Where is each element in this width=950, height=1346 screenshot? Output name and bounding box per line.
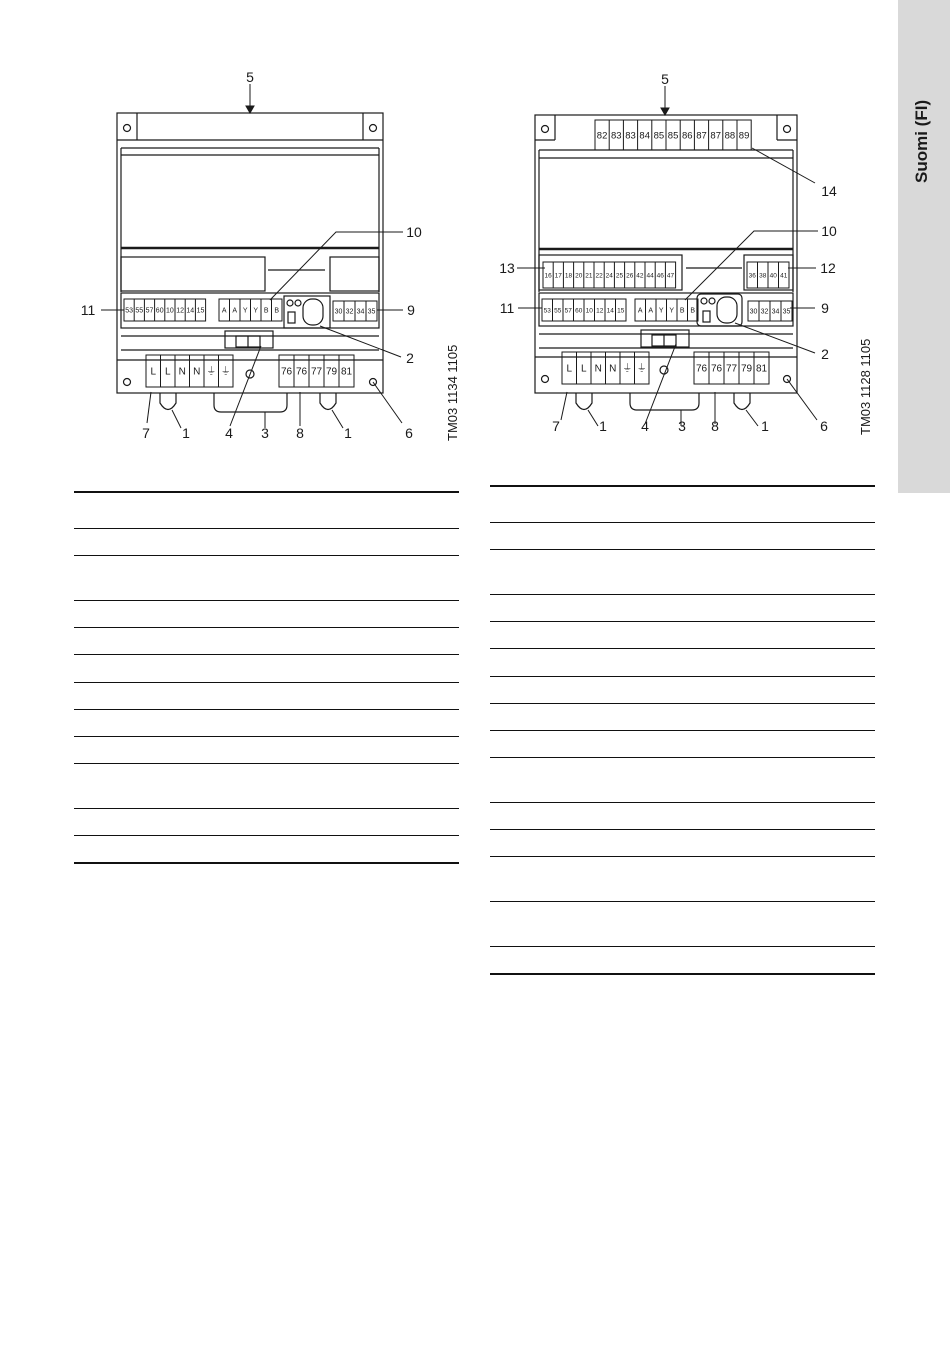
terminal-label: L	[164, 366, 171, 378]
callout: 3	[261, 425, 269, 441]
table-rule	[490, 730, 875, 731]
language-tab-label: Suomi (FI)	[912, 99, 931, 183]
callout: 2	[406, 350, 414, 366]
terminal-label: B	[274, 307, 280, 315]
terminal-label: ⏚	[622, 363, 633, 375]
terminal-label: 83	[611, 130, 622, 142]
callout: 8	[711, 418, 719, 434]
table-rule	[490, 946, 875, 947]
callout: 1	[761, 418, 769, 434]
terminal-label: 55	[554, 307, 562, 315]
table-rule	[74, 627, 459, 628]
terminal-label: A	[648, 307, 654, 315]
terminal-label: 55	[135, 307, 144, 315]
terminal-label: 35	[782, 308, 791, 316]
terminal-label: Y	[253, 307, 259, 315]
legend-table-right	[490, 485, 875, 977]
terminal-label: 21	[585, 272, 593, 280]
terminal-label: 16	[544, 272, 552, 280]
callout: 10	[406, 224, 422, 240]
terminal-label: 46	[656, 272, 664, 280]
table-rule	[490, 549, 875, 550]
callout: 1	[344, 425, 352, 441]
terminal-label: 17	[554, 272, 562, 280]
terminal-label: 87	[710, 130, 721, 142]
terminal-label: 84	[639, 130, 650, 142]
terminal-label: 79	[325, 366, 338, 378]
terminal-label: 76	[710, 363, 723, 375]
terminal-label: B	[263, 307, 269, 315]
terminal-label: L	[566, 363, 573, 375]
callout: 1	[599, 418, 607, 434]
figure-code: TM03 1128 1105	[858, 338, 873, 435]
terminal-label: L	[150, 366, 157, 378]
terminal-label: 32	[760, 308, 769, 316]
callout: 13	[499, 260, 515, 276]
terminal-label: N	[594, 363, 602, 375]
table-rule	[74, 736, 459, 737]
terminal-label: 60	[575, 307, 583, 315]
terminal-label: N	[178, 366, 186, 378]
terminal-label: 34	[356, 308, 365, 316]
legend-table-left	[74, 491, 459, 866]
table-rule	[74, 654, 459, 655]
terminal-label: A	[637, 307, 643, 315]
terminal-label: 15	[617, 307, 625, 315]
table-rule	[490, 856, 875, 857]
terminal-label: A	[221, 307, 227, 315]
terminal-label: 57	[564, 307, 572, 315]
terminal-label: 76	[280, 366, 293, 378]
terminal-label: L	[580, 363, 587, 375]
table-rule	[74, 808, 459, 809]
callout: 5	[661, 71, 669, 87]
table-rule	[490, 648, 875, 649]
terminal-label: 14	[186, 307, 195, 315]
callout: 2	[821, 346, 829, 362]
terminal-label: 14	[606, 307, 614, 315]
callout: 3	[678, 418, 686, 434]
callout: 14	[821, 183, 837, 199]
terminal-label: N	[193, 366, 201, 378]
terminal-label: 89	[738, 130, 750, 142]
terminal-label: 81	[340, 366, 353, 378]
terminal-label: 83	[625, 130, 636, 142]
terminal-label: ⏚	[636, 363, 647, 375]
terminal-label: 88	[724, 130, 736, 142]
callout: 1	[182, 425, 190, 441]
table-rule	[490, 594, 875, 595]
terminal-label: 10	[585, 307, 593, 315]
terminal-label: 36	[748, 272, 756, 280]
terminal-label: 24	[605, 272, 613, 280]
figure-2-drawing	[0, 0, 895, 470]
terminal-label: 79	[740, 363, 753, 375]
figure-code: TM03 1134 1105	[445, 344, 460, 441]
callout: 7	[552, 418, 560, 434]
terminal-label: 25	[615, 272, 624, 280]
terminal-label: 20	[575, 272, 583, 280]
table-rule	[74, 528, 459, 529]
table-rule	[74, 682, 459, 683]
terminal-label: 53	[543, 307, 551, 315]
terminal-label: 57	[145, 307, 154, 315]
terminal-label: 41	[780, 272, 788, 280]
table-rule	[490, 973, 875, 975]
terminal-label: 60	[155, 307, 164, 315]
terminal-label: 35	[367, 308, 376, 316]
terminal-label: 77	[725, 363, 738, 375]
terminal-label: Y	[658, 307, 664, 315]
terminal-label: B	[679, 307, 685, 315]
callout: 9	[821, 300, 829, 316]
terminal-label: 44	[646, 272, 654, 280]
terminal-label: 18	[564, 272, 573, 280]
table-rule	[74, 862, 459, 864]
terminal-label: 86	[682, 130, 693, 142]
callout: 7	[142, 425, 150, 441]
terminal-label: 34	[771, 308, 780, 316]
terminal-label: 85	[667, 130, 679, 142]
table-rule	[490, 522, 875, 523]
table-rule	[74, 763, 459, 764]
table-rule	[74, 835, 459, 836]
callout: 9	[407, 302, 415, 318]
callout: 10	[821, 223, 837, 239]
terminal-label: ⏚	[220, 366, 231, 378]
terminal-label: 47	[666, 272, 675, 280]
terminal-label: Y	[242, 307, 248, 315]
callout: 11	[499, 300, 515, 316]
callout: 11	[80, 302, 96, 318]
terminal-label: 12	[176, 307, 184, 315]
terminal-label: A	[232, 307, 238, 315]
terminal-label: 82	[596, 130, 608, 142]
callout: 12	[820, 260, 836, 276]
terminal-label: ⏚	[206, 366, 217, 378]
callout: 4	[225, 425, 233, 441]
terminal-label: 76	[695, 363, 708, 375]
terminal-label: 53	[125, 307, 133, 315]
terminal-label: 12	[596, 307, 604, 315]
terminal-label: 10	[166, 307, 174, 315]
terminal-label: 22	[595, 272, 603, 280]
terminal-label: 40	[769, 272, 777, 280]
callout: 6	[405, 425, 413, 441]
table-rule	[74, 555, 459, 556]
terminal-label: 30	[749, 308, 758, 316]
terminal-label: 42	[636, 272, 644, 280]
terminal-label: N	[609, 363, 617, 375]
terminal-label: Y	[669, 307, 675, 315]
terminal-label: B	[690, 307, 696, 315]
callout: 8	[296, 425, 304, 441]
table-rule	[490, 485, 875, 487]
terminal-label: 81	[755, 363, 768, 375]
callout: 4	[641, 418, 649, 434]
language-tab	[898, 0, 950, 493]
table-rule	[490, 703, 875, 704]
terminal-label: 26	[626, 272, 634, 280]
terminal-label: 30	[334, 308, 343, 316]
table-rule	[490, 676, 875, 677]
table-rule	[490, 829, 875, 830]
table-rule	[74, 709, 459, 710]
terminal-label: 85	[653, 130, 665, 142]
table-rule	[74, 491, 459, 493]
callout: 6	[820, 418, 828, 434]
table-rule	[490, 901, 875, 902]
callout: 5	[246, 69, 254, 85]
terminal-label: 15	[196, 307, 205, 315]
terminal-label: 38	[759, 272, 767, 280]
table-rule	[490, 621, 875, 622]
table-rule	[74, 600, 459, 601]
terminal-label: 76	[295, 366, 308, 378]
table-rule	[490, 802, 875, 803]
terminal-label: 77	[310, 366, 323, 378]
terminal-label: 32	[345, 308, 354, 316]
terminal-label: 87	[696, 130, 707, 142]
table-rule	[490, 757, 875, 758]
